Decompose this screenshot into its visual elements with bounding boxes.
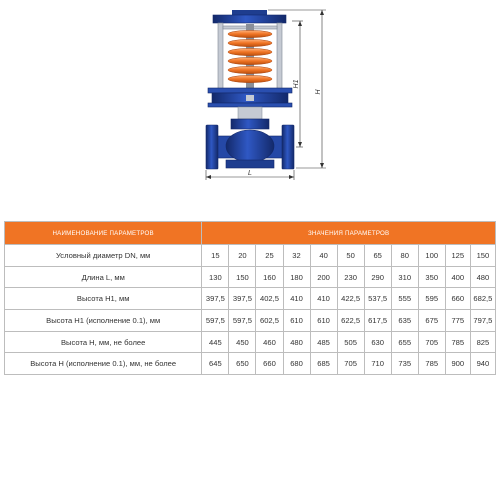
row-label: Условный диаметр DN, мм [5, 245, 202, 267]
table-row [5, 245, 496, 267]
row-label: Длина L, мм [5, 266, 202, 288]
table-cell: 735 [391, 353, 418, 375]
table-cell: 940 [470, 353, 495, 375]
actuator-top-cap [213, 10, 286, 23]
table-cell: 180 [283, 266, 310, 288]
parameters-table [4, 221, 496, 375]
table-cell: 630 [364, 331, 391, 353]
table-cell: 675 [418, 310, 445, 332]
table-cell: 555 [391, 288, 418, 310]
table-cell: 775 [445, 310, 470, 332]
table-cell: 660 [445, 288, 470, 310]
table-cell: 797,5 [470, 310, 495, 332]
table-cell: 150 [470, 245, 495, 267]
table-cell: 705 [418, 331, 445, 353]
table-cell: 597,5 [202, 310, 229, 332]
table-cell: 65 [364, 245, 391, 267]
table-cell: 610 [310, 310, 337, 332]
header-parameter-values: ЗНАЧЕНИЯ ПАРАМЕТРОВ [202, 222, 496, 245]
table-row [5, 310, 496, 332]
spring-icon [228, 24, 272, 88]
dimension-l-label: L [248, 170, 252, 177]
table-header-row [5, 222, 496, 245]
table-cell: 397,5 [229, 288, 256, 310]
table-cell: 650 [229, 353, 256, 375]
table-row [5, 331, 496, 353]
table-cell: 40 [310, 245, 337, 267]
table-cell: 622,5 [337, 310, 364, 332]
table-cell: 230 [337, 266, 364, 288]
valve-bonnet [231, 107, 269, 129]
table-cell: 130 [202, 266, 229, 288]
row-label: Высота Н1, мм [5, 288, 202, 310]
table-cell: 505 [337, 331, 364, 353]
row-label: Высота Н, мм, не более [5, 331, 202, 353]
table-cell: 685 [310, 353, 337, 375]
table-cell: 460 [256, 331, 283, 353]
table-cell: 602,5 [256, 310, 283, 332]
table-cell: 350 [418, 266, 445, 288]
table-cell: 680 [283, 353, 310, 375]
table-cell: 900 [445, 353, 470, 375]
table-cell: 410 [310, 288, 337, 310]
table-cell: 422,5 [337, 288, 364, 310]
table-body [5, 245, 496, 375]
table-cell: 710 [364, 353, 391, 375]
table-cell: 645 [202, 353, 229, 375]
table-cell: 445 [202, 331, 229, 353]
valve-drawing [0, 0, 500, 200]
membrane-housing [208, 88, 292, 107]
table-cell: 20 [229, 245, 256, 267]
table-cell: 32 [283, 245, 310, 267]
table-row [5, 353, 496, 375]
table-row [5, 266, 496, 288]
table-cell: 402,5 [256, 288, 283, 310]
table-cell: 597,5 [229, 310, 256, 332]
header-parameter-names: НАИМЕНОВАНИЕ ПАРАМЕТРОВ [5, 222, 202, 245]
table-cell: 450 [229, 331, 256, 353]
table-cell: 15 [202, 245, 229, 267]
table-cell: 785 [445, 331, 470, 353]
table-cell: 310 [391, 266, 418, 288]
table-cell: 785 [418, 353, 445, 375]
table-cell: 682,5 [470, 288, 495, 310]
table-cell: 100 [418, 245, 445, 267]
table-cell: 125 [445, 245, 470, 267]
table-cell: 200 [310, 266, 337, 288]
table-cell: 480 [470, 266, 495, 288]
table-cell: 160 [256, 266, 283, 288]
row-label: Высота Н1 (исполнение 0.1), мм [5, 310, 202, 332]
table-cell: 537,5 [364, 288, 391, 310]
table-cell: 635 [391, 310, 418, 332]
table-cell: 610 [283, 310, 310, 332]
table-cell: 617,5 [364, 310, 391, 332]
table-cell: 655 [391, 331, 418, 353]
table-cell: 397,5 [202, 288, 229, 310]
table-cell: 705 [337, 353, 364, 375]
table-cell: 660 [256, 353, 283, 375]
table-cell: 485 [310, 331, 337, 353]
table-cell: 150 [229, 266, 256, 288]
table-cell: 290 [364, 266, 391, 288]
valve-body [206, 125, 294, 169]
table-cell: 50 [337, 245, 364, 267]
table-cell: 480 [283, 331, 310, 353]
dimension-h1-label: H1 [293, 79, 300, 89]
table-cell: 25 [256, 245, 283, 267]
table-row [5, 288, 496, 310]
dimension-h-label: H [315, 89, 322, 95]
table-cell: 825 [470, 331, 495, 353]
table-cell: 80 [391, 245, 418, 267]
row-label: Высота Н (исполнение 0.1), мм, не более [5, 353, 202, 375]
table-cell: 410 [283, 288, 310, 310]
table-cell: 400 [445, 266, 470, 288]
table-cell: 595 [418, 288, 445, 310]
